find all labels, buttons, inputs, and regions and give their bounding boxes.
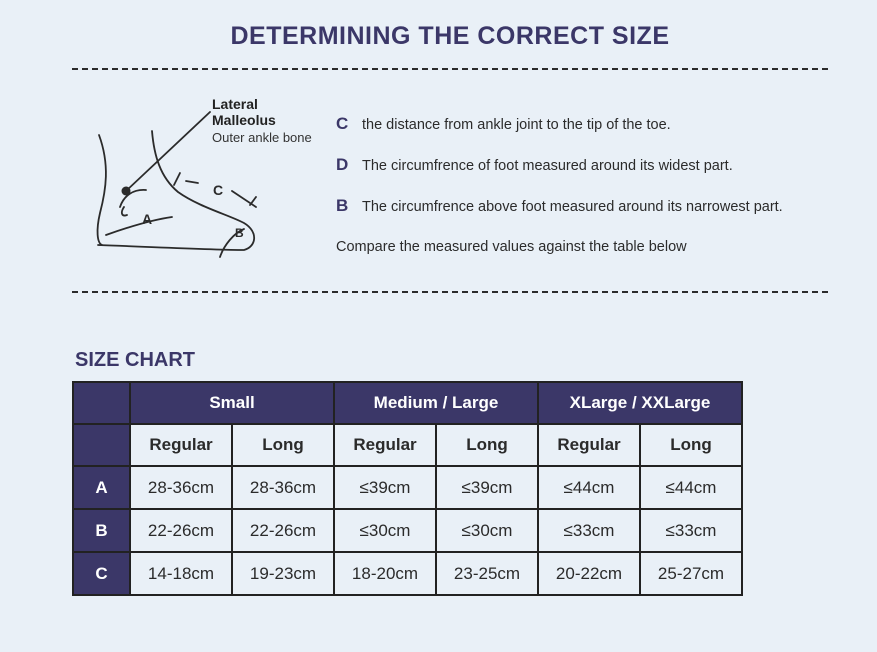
table-cell: 28-36cm [130, 466, 232, 509]
diagram-label-c: C [213, 182, 224, 198]
group-header-xlarge-xxlarge: XLarge / XXLarge [538, 382, 742, 424]
table-corner-cell [73, 382, 130, 424]
size-chart-title: SIZE CHART [75, 349, 195, 371]
definition-item [336, 196, 783, 216]
table-cell: ≤30cm [436, 509, 538, 552]
definition-item [336, 155, 733, 175]
definition-letter: D [336, 155, 349, 174]
subheader-cell: Regular [334, 424, 436, 466]
table-row [73, 509, 742, 552]
subheader-cell: Long [436, 424, 538, 466]
subheader-cell: Long [232, 424, 334, 466]
table-row [73, 552, 742, 595]
table-cell: 25-27cm [640, 552, 742, 595]
divider-bottom [72, 291, 828, 293]
table-cell: ≤44cm [640, 466, 742, 509]
lateral-malleolus-label [212, 96, 276, 128]
row-label: B [73, 509, 130, 552]
row-label: C [73, 552, 130, 595]
table-cell: ≤39cm [436, 466, 538, 509]
table-cell: 22-26cm [130, 509, 232, 552]
table-cell: 18-20cm [334, 552, 436, 595]
definition-letter: B [336, 196, 349, 215]
divider-top [72, 68, 828, 70]
definition-text: The circumfrence above foot measured around its narrowest part. [362, 199, 783, 215]
definition-text: The circumfrence of foot measured around its widest part. [362, 158, 733, 174]
diagram-label-a: A [142, 211, 153, 227]
table-cell: ≤33cm [640, 509, 742, 552]
definition-letter: C [336, 114, 349, 133]
compare-note: Compare the measured values against the table below [336, 239, 687, 255]
heel-outline [98, 135, 106, 245]
outer-ankle-label: Outer ankle bone [212, 130, 312, 145]
diagram-label-b: B [235, 226, 244, 240]
table-subheader-row [73, 424, 742, 466]
subheader-cell: Long [640, 424, 742, 466]
lateral-text: Lateral [212, 96, 258, 112]
table-row [73, 466, 742, 509]
table-cell: 23-25cm [436, 552, 538, 595]
table-corner-cell [73, 424, 130, 466]
table-cell: ≤33cm [538, 509, 640, 552]
group-header-small: Small [130, 382, 334, 424]
table-cell: 14-18cm [130, 552, 232, 595]
malleolus-text: Malleolus [212, 112, 276, 128]
table-cell: 20-22cm [538, 552, 640, 595]
page-title: DETERMINING THE CORRECT SIZE [230, 22, 670, 50]
malleolus-pointer [126, 112, 210, 191]
malleolus-dot [122, 187, 131, 196]
table-cell: 19-23cm [232, 552, 334, 595]
table-cell: ≤39cm [334, 466, 436, 509]
table-cell: 28-36cm [232, 466, 334, 509]
row-label: A [73, 466, 130, 509]
table-cell: ≤30cm [334, 509, 436, 552]
table-group-header-row [73, 382, 742, 424]
group-header-medium-large: Medium / Large [334, 382, 538, 424]
definition-text: the distance from ankle joint to the tip of the toe. [362, 117, 671, 133]
subheader-cell: Regular [130, 424, 232, 466]
size-chart-table [72, 381, 743, 596]
foot-top-outline [98, 131, 254, 250]
subheader-cell: Regular [538, 424, 640, 466]
table-cell: 22-26cm [232, 509, 334, 552]
table-cell: ≤44cm [538, 466, 640, 509]
definition-item [336, 114, 671, 134]
measure-a-line [106, 217, 172, 235]
